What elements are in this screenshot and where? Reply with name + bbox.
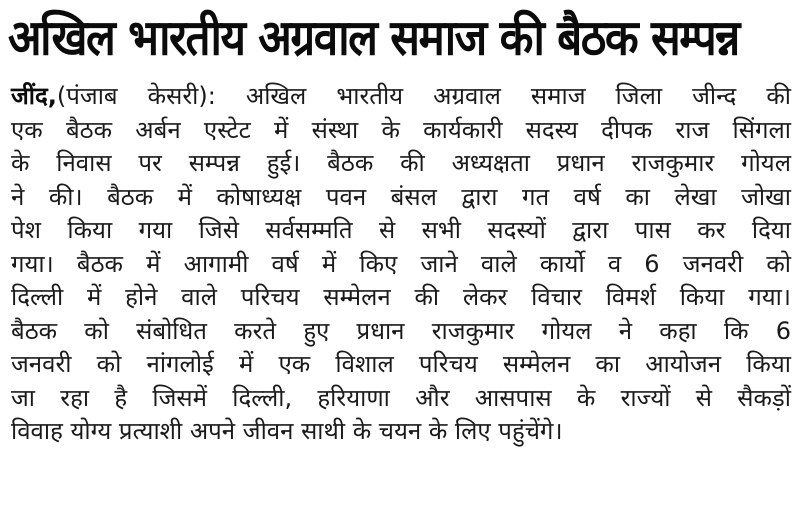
- article-line-1: [11, 80, 791, 114]
- article-body: [11, 80, 791, 449]
- article-line-10: जा रहा है जिसमें दिल्ली, हरियाणा और आसपास के राज्यों से सैकड़ों: [11, 383, 791, 412]
- article-line-7: दिल्ली में होने वाले परिचय सम्मेलन की लेकर विचार विमर्श किया गया।: [11, 283, 791, 311]
- article-line-8: बैठक को संबोधित करते हुए प्रधान राजकुमार गोयल ने कहा कि 6: [11, 316, 791, 345]
- news-source: (पंजाब केसरी):: [56, 82, 216, 110]
- article-line-6: गया। बैठक में आगामी वर्ष में किए जाने वाले कार्यो व 6 जनवरी को: [11, 249, 791, 278]
- article-line-3: के निवास पर सम्पन्न हुई। बैठक की अध्यक्षता प्रधान राजकुमार गोयल: [11, 149, 791, 177]
- article-line-5: पेश किया गया जिसे सर्वसम्मति से सभी सदस्यों द्वारा पास कर दिया: [11, 216, 791, 244]
- article-line-2: एक बैठक अर्बन एस्टेट में संस्था के कार्यकारी सदस्य दीपक राज सिंगला: [11, 115, 791, 144]
- headline: अखिल भारतीय अग्रवाल समाज की बैठक सम्पन्न: [8, 9, 739, 67]
- article-line-11: विवाह योग्य प्रत्याशी अपने जीवन साथी के चयन के लिए पहुंचेंगे।: [11, 417, 563, 445]
- article-text: अखिल भारतीय अग्रवाल समाज जिला जीन्द की: [245, 82, 791, 110]
- article-line-9: जनवरी को नांगलोई में एक विशाल परिचय सम्मेलन का आयोजन किया: [11, 350, 791, 378]
- dateline: जींद,: [11, 82, 57, 110]
- article-line-4: ने की। बैठक में कोषाध्यक्ष पवन बंसल द्वारा गत वर्ष का लेखा जोखा: [11, 182, 791, 211]
